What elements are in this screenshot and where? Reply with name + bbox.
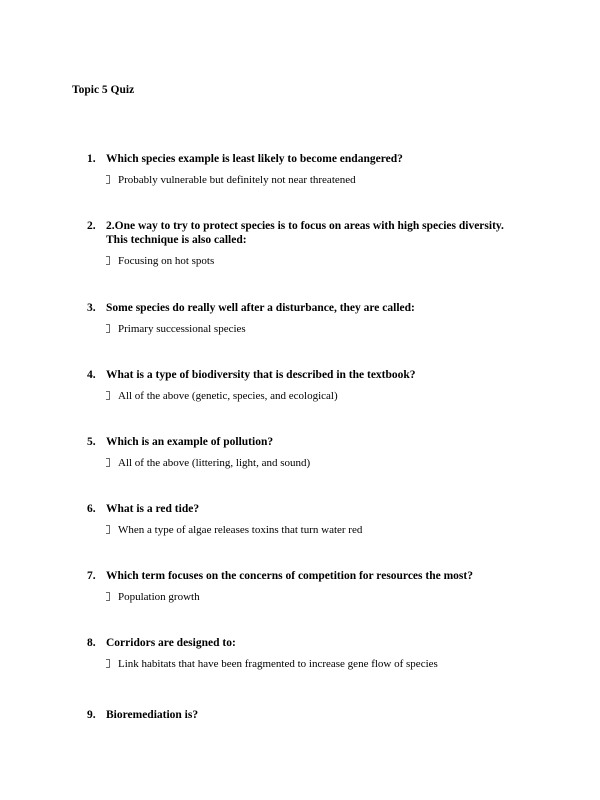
answer-text: When a type of algae releases toxins that turn water red bbox=[118, 524, 363, 536]
question-number: 1. bbox=[87, 153, 96, 165]
question-number: 9. bbox=[87, 709, 96, 721]
answer-item bbox=[106, 254, 214, 268]
answer-text: Focusing on hot spots bbox=[118, 255, 215, 267]
question-number: 3. bbox=[87, 302, 96, 314]
question-number: 7. bbox=[87, 570, 96, 582]
answer-text: Population growth bbox=[118, 591, 200, 603]
answer-item bbox=[106, 590, 200, 604]
answer-item bbox=[106, 173, 356, 187]
question-number: 4. bbox=[87, 369, 96, 381]
bullet-icon bbox=[106, 458, 110, 467]
question-text: Which term focuses on the concerns of competition for resources the most? bbox=[106, 570, 473, 582]
answer-text: Probably vulnerable but definitely not near threatened bbox=[118, 174, 356, 186]
question-number: 8. bbox=[87, 637, 96, 649]
bullet-icon bbox=[106, 525, 110, 534]
answer-text: All of the above (genetic, species, and ecological) bbox=[118, 390, 338, 402]
question-text: Corridors are designed to: bbox=[106, 637, 236, 649]
answer-item bbox=[106, 389, 338, 403]
question-text: Which species example is least likely to become endangered? bbox=[106, 153, 403, 165]
bullet-icon bbox=[106, 592, 110, 601]
bullet-icon bbox=[106, 256, 110, 265]
answer-item bbox=[106, 657, 438, 671]
question-number: 2. bbox=[87, 220, 96, 232]
question-text: 2.One way to try to protect species is to focus on areas with high species diversity. This technique is also called: bbox=[106, 220, 504, 246]
question-text: Bioremediation is? bbox=[106, 709, 199, 721]
answer-text: Link habitats that have been fragmented to increase gene flow of species bbox=[118, 658, 438, 670]
answer-text: Primary successional species bbox=[118, 323, 246, 335]
bullet-icon bbox=[106, 324, 110, 333]
bullet-icon bbox=[106, 391, 110, 400]
bullet-icon bbox=[106, 175, 110, 184]
question-text: Which is an example of pollution? bbox=[106, 436, 274, 448]
page-title: Topic 5 Quiz bbox=[72, 84, 135, 96]
question-number: 5. bbox=[87, 436, 96, 448]
answer-text: All of the above (littering, light, and sound) bbox=[118, 457, 311, 469]
question-number: 6. bbox=[87, 503, 96, 515]
answer-item bbox=[106, 456, 310, 470]
answer-item bbox=[106, 523, 362, 537]
bullet-icon bbox=[106, 659, 110, 668]
answer-item bbox=[106, 322, 246, 336]
question-text: What is a type of biodiversity that is described in the textbook? bbox=[106, 369, 416, 381]
question-text: Some species do really well after a disturbance, they are called: bbox=[106, 302, 415, 314]
question-text: What is a red tide? bbox=[106, 503, 200, 515]
